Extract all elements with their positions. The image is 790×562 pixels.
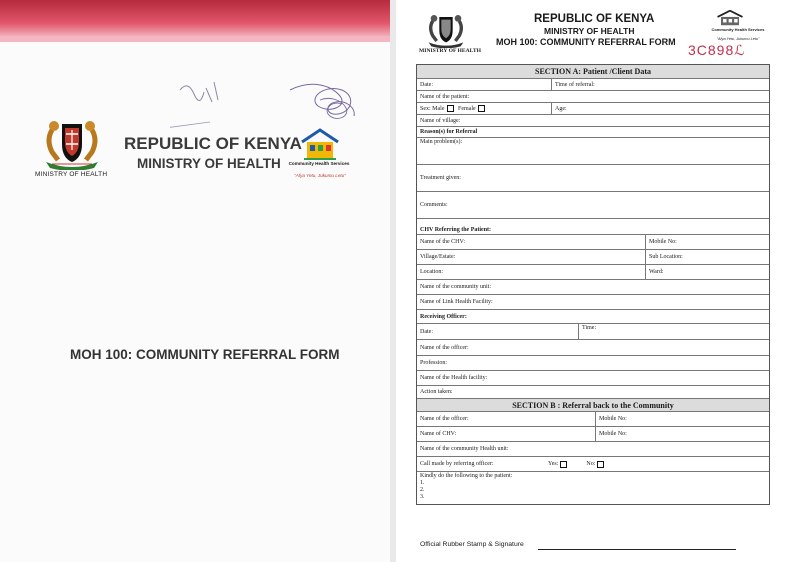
cover-form-title: MOH 100: COMMUNITY REFERRAL FORM bbox=[70, 347, 340, 362]
male-checkbox[interactable] bbox=[447, 105, 454, 112]
no-label: No: bbox=[586, 461, 596, 467]
chv-name-field[interactable] bbox=[417, 235, 645, 249]
b-community-unit-field[interactable] bbox=[417, 442, 769, 456]
age-field[interactable] bbox=[551, 103, 769, 114]
b-officer-mobile-label: Mobile No: bbox=[599, 416, 627, 422]
date-field[interactable] bbox=[417, 79, 551, 90]
section-a-heading: SECTION A: Patient /Client Data bbox=[417, 65, 769, 78]
instruction-item: 1. bbox=[420, 480, 425, 486]
village-estate-label: Village/Estate: bbox=[420, 254, 456, 260]
profession-field[interactable] bbox=[417, 356, 769, 370]
form-title: MOH 100: COMMUNITY REFERRAL FORM bbox=[496, 37, 676, 47]
link-facility-label: Name of Link Health Facility: bbox=[420, 299, 493, 305]
community-unit-label: Name of the community unit: bbox=[420, 284, 491, 290]
form-republic-heading: REPUBLIC OF KENYA bbox=[534, 13, 655, 25]
main-problems-label: Main problem(s): bbox=[420, 139, 463, 145]
cover-ministry-caption: MINISTRY OF HEALTH bbox=[35, 171, 108, 178]
village-estate-field[interactable] bbox=[417, 250, 645, 264]
time-of-referral-field[interactable] bbox=[551, 79, 769, 90]
action-taken-label: Action taken: bbox=[420, 389, 453, 395]
yes-label: Yes: bbox=[548, 461, 559, 467]
community-health-logo-icon bbox=[300, 128, 340, 162]
b-community-unit-label: Name of the community Health unit: bbox=[420, 446, 509, 452]
section-b-heading: SECTION B : Referral back to the Community bbox=[417, 399, 769, 411]
b-chv-mobile-label: Mobile No: bbox=[599, 431, 627, 437]
b-officer-name-field[interactable] bbox=[417, 412, 595, 426]
stamp-signature-label: Official Rubber Stamp & Signature bbox=[420, 541, 524, 548]
pen-scribble-mark bbox=[170, 70, 380, 140]
time-of-referral-label: Time of referral: bbox=[555, 81, 595, 88]
community-unit-field[interactable] bbox=[417, 280, 769, 294]
reasons-heading: Reason(s) for Referral bbox=[420, 129, 478, 135]
cover-chs-name: Community Health Services bbox=[288, 161, 350, 166]
b-officer-name-label: Name of the officer: bbox=[420, 416, 469, 422]
b-chv-name-label: Name of CHV: bbox=[420, 431, 457, 437]
kenya-coat-of-arms-icon bbox=[42, 114, 102, 170]
form-page bbox=[396, 0, 790, 562]
call-made-field bbox=[417, 457, 769, 471]
instruction-item: 2. bbox=[420, 487, 425, 493]
cover-republic-heading: REPUBLIC OF KENYA bbox=[124, 134, 302, 153]
yes-checkbox[interactable] bbox=[560, 461, 567, 468]
cover-ministry-heading: MINISTRY OF HEALTH bbox=[137, 156, 281, 171]
health-facility-field[interactable] bbox=[417, 371, 769, 385]
call-made-label: Call made by referring officer: bbox=[420, 461, 494, 467]
no-checkbox[interactable] bbox=[597, 461, 604, 468]
health-facility-label: Name of the Health facility: bbox=[420, 375, 488, 381]
cover-chs-motto: "Afya Yetu, Jukumu Letu" bbox=[294, 173, 346, 178]
receiving-date-label: Date: bbox=[420, 328, 433, 335]
comments-field[interactable] bbox=[417, 192, 769, 218]
b-chv-name-field[interactable] bbox=[417, 427, 595, 441]
patient-name-field[interactable] bbox=[417, 91, 769, 102]
treatment-label: Treatment given: bbox=[420, 175, 461, 181]
form-ministry-caption: MINISTRY OF HEALTH bbox=[419, 48, 481, 54]
village-label: Name of village: bbox=[420, 117, 461, 124]
link-facility-field[interactable] bbox=[417, 295, 769, 309]
location-label: Location: bbox=[420, 269, 443, 275]
kenya-coat-of-arms-icon bbox=[426, 10, 466, 48]
kindly-do-field[interactable] bbox=[417, 472, 769, 504]
male-label: Male bbox=[432, 105, 445, 112]
stamp-signature-line[interactable] bbox=[538, 549, 736, 550]
patient-name-label: Name of the patient: bbox=[420, 93, 470, 100]
ward-field[interactable] bbox=[645, 265, 769, 279]
female-label: Female bbox=[458, 105, 476, 112]
profession-label: Profession: bbox=[420, 360, 447, 366]
action-taken-field[interactable] bbox=[417, 386, 769, 398]
chv-mobile-label: Mobile No: bbox=[649, 239, 677, 245]
instruction-item: 3. bbox=[420, 494, 425, 500]
receiving-officer-name-label: Name of the officer: bbox=[420, 344, 469, 351]
treatment-field[interactable] bbox=[417, 165, 769, 191]
chv-mobile-field[interactable] bbox=[645, 235, 769, 249]
cover-page bbox=[0, 0, 390, 562]
referral-form-table bbox=[416, 64, 770, 505]
sub-location-field[interactable] bbox=[645, 250, 769, 264]
female-checkbox[interactable] bbox=[478, 105, 485, 112]
date-label: Date: bbox=[420, 81, 433, 88]
sex-label: Sex: bbox=[420, 105, 431, 112]
community-health-logo-icon bbox=[716, 10, 744, 28]
kindly-do-label: Kindly do the following to the patient: bbox=[420, 473, 513, 479]
age-label: Age: bbox=[555, 105, 567, 112]
cover-binding-band bbox=[0, 0, 390, 42]
location-field[interactable] bbox=[417, 265, 645, 279]
sub-location-label: Sub Location: bbox=[649, 254, 683, 260]
village-field[interactable] bbox=[417, 115, 769, 126]
ward-label: Ward: bbox=[649, 269, 664, 275]
receiving-officer-heading: Receiving Officer: bbox=[420, 313, 467, 320]
receiving-time-field[interactable] bbox=[578, 324, 769, 339]
chv-referring-heading: CHV Referring the Patient: bbox=[420, 227, 492, 233]
main-problems-field[interactable] bbox=[417, 138, 769, 164]
form-ministry-heading: MINISTRY OF HEALTH bbox=[544, 26, 635, 36]
comments-label: Comments: bbox=[420, 202, 448, 208]
form-serial-number: 3C898ℒ bbox=[688, 42, 746, 58]
receiving-date-field[interactable] bbox=[417, 324, 578, 339]
b-chv-mobile-field[interactable] bbox=[595, 427, 769, 441]
sex-field bbox=[417, 103, 551, 114]
chv-name-label: Name of the CHV: bbox=[420, 239, 466, 245]
b-officer-mobile-field[interactable] bbox=[595, 412, 769, 426]
receiving-time-label: Time: bbox=[582, 325, 597, 331]
form-chs-motto: "Afya Yetu, Jukumu Letu" bbox=[716, 37, 760, 41]
receiving-officer-name-field[interactable] bbox=[417, 340, 769, 355]
form-chs-name: Community Health Services bbox=[711, 27, 765, 32]
